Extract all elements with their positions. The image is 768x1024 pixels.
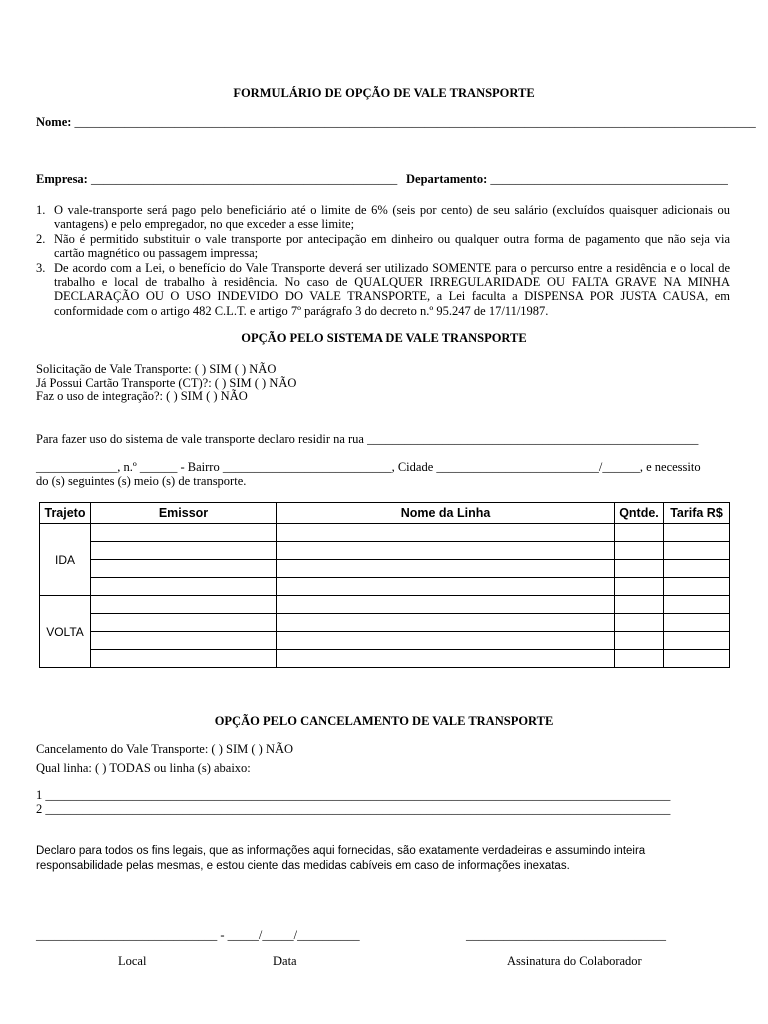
table-header-row [40, 503, 730, 524]
col-tarifa: Tarifa R$ [664, 503, 730, 524]
table-row [40, 578, 730, 596]
qntde-cell[interactable] [615, 542, 664, 560]
qntde-cell[interactable] [615, 524, 664, 542]
cancel-line-1[interactable]: 1 ____________________________________________________________________________________________________ [36, 788, 671, 802]
tarifa-cell[interactable] [664, 542, 730, 560]
cancelamento-question[interactable]: Cancelamento do Vale Transporte: ( ) SIM ( ) NÃO [36, 742, 294, 756]
linha-cell[interactable] [277, 650, 615, 668]
tarifa-cell[interactable] [664, 614, 730, 632]
transport-table [39, 502, 730, 668]
emissor-cell[interactable] [91, 596, 277, 614]
cancel-title: OPÇÃO PELO CANCELAMENTO DE VALE TRANSPORTE [214, 714, 554, 728]
table-row [40, 560, 730, 578]
linha-cell[interactable] [277, 632, 615, 650]
col-trajeto: Trajeto [40, 503, 91, 524]
table-row [40, 524, 730, 542]
qntde-cell[interactable] [615, 578, 664, 596]
nome-line: _____________________________________________________________________________________________________________ [74, 115, 756, 129]
linha-cell[interactable] [277, 614, 615, 632]
qual-linha-question[interactable]: Qual linha: ( ) TODAS ou linha (s) abaixo: [36, 761, 251, 775]
tarifa-cell[interactable] [664, 560, 730, 578]
empresa-label: Empresa: [36, 172, 88, 186]
nome-field[interactable] [36, 115, 756, 130]
linha-cell[interactable] [277, 578, 615, 596]
table-row [40, 632, 730, 650]
emissor-cell[interactable] [91, 560, 277, 578]
cartao-question[interactable]: Já Possui Cartão Transporte (CT)?: ( ) SIM ( ) NÃO [36, 376, 297, 390]
data-label: Data [273, 954, 297, 968]
emissor-cell[interactable] [91, 632, 277, 650]
emissor-cell[interactable] [91, 650, 277, 668]
qntde-cell[interactable] [615, 596, 664, 614]
qntde-cell[interactable] [615, 614, 664, 632]
rule-item: 1. O vale-transporte será pago pelo beneficiário até o limite de 6% (seis por cento) de seu salário (excluídos quaisquer adicionais ou vantagens) e pelo empregador, no que exceder a esse limite; [36, 203, 730, 232]
linha-cell[interactable] [277, 560, 615, 578]
address-line-3: do (s) seguintes (s) meio (s) de transporte. [36, 474, 247, 488]
col-nome-da-linha: Nome da Linha [277, 503, 615, 524]
qntde-cell[interactable] [615, 560, 664, 578]
linha-cell[interactable] [277, 524, 615, 542]
emissor-cell[interactable] [91, 542, 277, 560]
tarifa-cell[interactable] [664, 596, 730, 614]
departamento-label: Departamento: [406, 172, 488, 186]
declaration-text: Declaro para todos os fins legais, que as informações aqui fornecidas, são exatamente verdadeiras e assumindo inteira responsabilidade pelas mesmas, e estou ciente das medidas cabíveis em caso de informações inexatas. [36, 845, 646, 872]
empresa-line: _________________________________________________ [90, 172, 398, 186]
local-label: Local [118, 954, 147, 968]
emissor-cell[interactable] [91, 524, 277, 542]
emissor-cell[interactable] [91, 578, 277, 596]
assinatura-label: Assinatura do Colaborador [507, 954, 642, 968]
rule-item: 3. De acordo com a Lei, o benefício do Vale Transporte deverá ser utilizado SOMENTE para o percurso entre a residência e o local de trabalho e local de trabalho à residência. No caso de QUALQUER IRREGULARIDADE OU FALTA GRAVE NA MINHA DECLARAÇÃO OU O USO INDEVIDO DO VALE TRANSPORTE, a Lei faculta a DISPENSA POR JUSTA CAUSA, em conformidade com o artigo 482 C.L.T. e artigo 7º parágrafo 3 do decreto n.º 95.247 de 17/11/1987. [36, 260, 730, 318]
integracao-question[interactable]: Faz o uso de integração?: ( ) SIM ( ) NÃO [36, 389, 248, 403]
linha-cell[interactable] [277, 596, 615, 614]
table-row [40, 650, 730, 668]
col-qntde: Qntde. [615, 503, 664, 524]
table-row [40, 542, 730, 560]
trajeto-ida: IDA [40, 524, 91, 596]
empresa-field[interactable] [36, 172, 397, 187]
nome-label: Nome: [36, 115, 72, 129]
address-line-1[interactable]: Para fazer uso do sistema de vale transporte declaro residir na rua _____________________________________________________ [36, 432, 699, 446]
tarifa-cell[interactable] [664, 632, 730, 650]
address-line-2[interactable]: _____________, n.º ______ - Bairro ___________________________, Cidade __________________________/______, e necessito [36, 460, 701, 474]
table-row [40, 596, 730, 614]
departamento-line: ______________________________________ [490, 172, 728, 186]
qntde-cell[interactable] [615, 650, 664, 668]
col-emissor: Emissor [91, 503, 277, 524]
rules-list [36, 203, 730, 318]
tarifa-cell[interactable] [664, 578, 730, 596]
local-data-line[interactable]: _____________________________ - _____/_____/__________ [36, 928, 360, 942]
cancel-line-2[interactable]: 2 ____________________________________________________________________________________________________ [36, 802, 671, 816]
rule-item: 2. Não é permitido substituir o vale transporte por antecipação em dinheiro ou qualquer outra forma de pagamento que não seja via cartão magnético ou passagem impressa; [36, 231, 730, 261]
solicitacao-question[interactable]: Solicitação de Vale Transporte: ( ) SIM ( ) NÃO [36, 362, 277, 376]
tarifa-cell[interactable] [664, 650, 730, 668]
opcao-title: OPÇÃO PELO SISTEMA DE VALE TRANSPORTE [241, 331, 527, 345]
table-row [40, 614, 730, 632]
qntde-cell[interactable] [615, 632, 664, 650]
form-title: FORMULÁRIO DE OPÇÃO DE VALE TRANSPORTE [233, 86, 535, 100]
departamento-field[interactable] [406, 172, 728, 187]
linha-cell[interactable] [277, 542, 615, 560]
tarifa-cell[interactable] [664, 524, 730, 542]
signature-line[interactable]: ________________________________ [466, 928, 666, 942]
trajeto-volta: VOLTA [40, 596, 91, 668]
emissor-cell[interactable] [91, 614, 277, 632]
